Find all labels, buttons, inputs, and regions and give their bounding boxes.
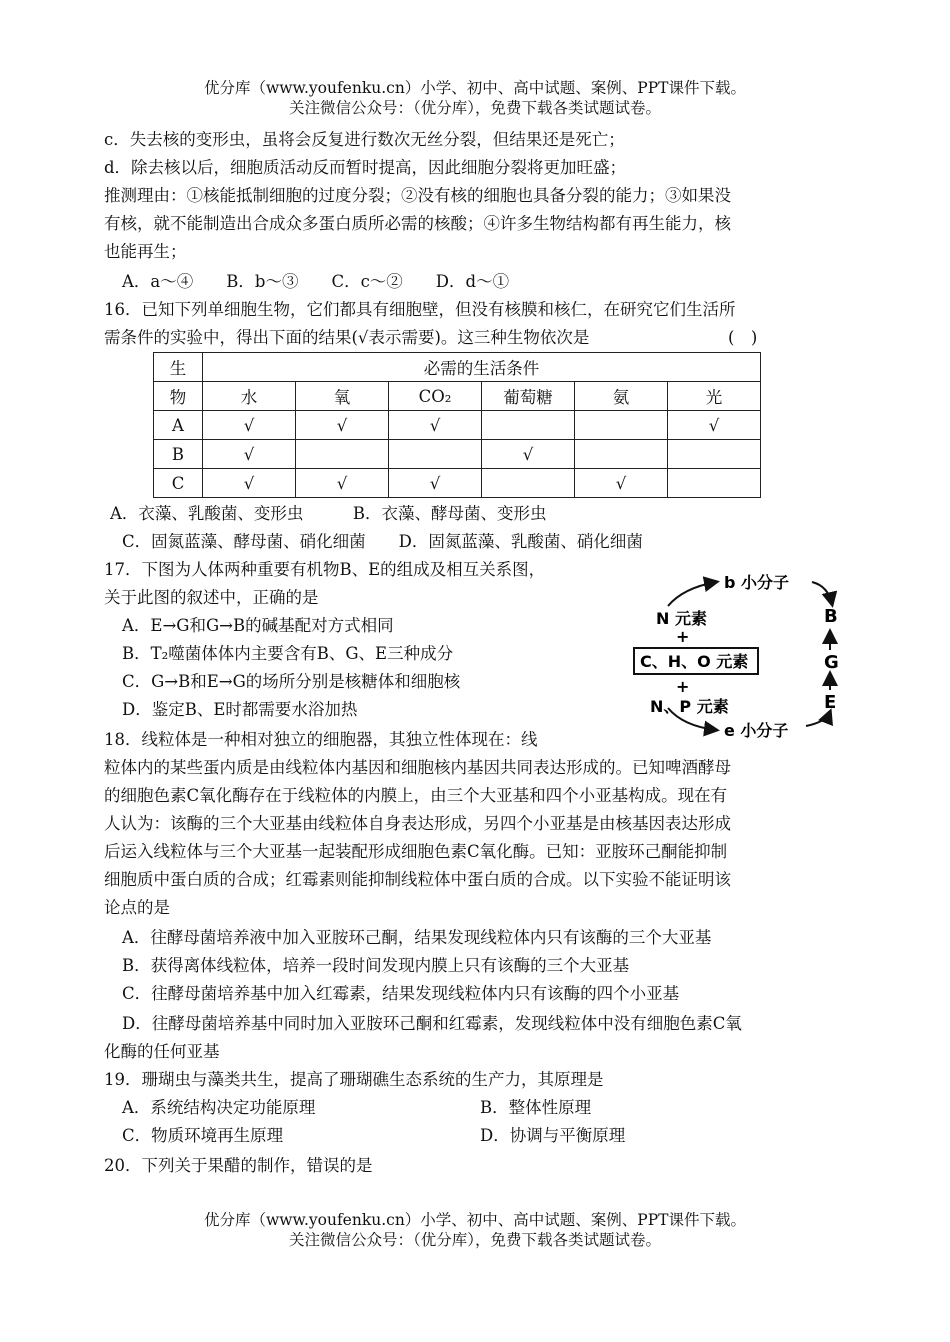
diagram-n-element: N 元素 (656, 609, 707, 628)
table-cell (575, 440, 668, 469)
q16-conditions-table (153, 352, 761, 498)
diagram-plus-top: + (676, 627, 690, 646)
q19-option-b: B．整体性原理 (480, 1098, 592, 1117)
table-col-header: 氧 (296, 382, 389, 411)
q18-option-b: B．获得离体线粒体，培养一段时间发现内膜上只有该酶的三个大亚基 (122, 956, 630, 975)
table-cell: √ (389, 411, 482, 440)
table-row-label: B (154, 440, 203, 469)
table-cell: √ (668, 411, 761, 440)
q17-stem-line-1: 17．下图为人体两种重要有机物B、E的组成及相互关系图， (104, 560, 546, 579)
diagram-B-label: B (824, 606, 838, 627)
q19-option-a: A．系统结构决定功能原理 (122, 1098, 316, 1117)
table-col-header: 水 (203, 382, 296, 411)
q20-stem: 20．下列关于果醋的制作，错误的是 (104, 1156, 373, 1175)
table-row (154, 440, 761, 469)
q16-options-ab: A．衣藻、乳酸菌、变形虫 B．衣藻、酵母菌、变形虫 (110, 504, 547, 523)
q18-option-d-line-2: 化酶的任何亚基 (104, 1042, 220, 1061)
q18-stem-line-5: 后运入线粒体与三个大亚基一起装配形成细胞色素C氧化酶。已知：亚胺环己酮能抑制 (104, 842, 728, 861)
table-col-header: CO₂ (389, 382, 482, 411)
table-col-header: 光 (668, 382, 761, 411)
diagram-e-small-molecule: e 小分子 (724, 721, 789, 740)
table-row (154, 469, 761, 498)
arrow-b-to-B (812, 582, 832, 604)
q19-option-c: C．物质环境再生原理 (122, 1126, 284, 1145)
q19-option-d: D．协调与平衡原理 (480, 1126, 626, 1145)
q15-answer-options: A．a～④ B．b～③ C．c～② D．d～① (122, 272, 510, 291)
diagram-np-elements: N、P 元素 (650, 697, 729, 716)
q18-stem-line-2: 粒体内的某些蛋内质是由线粒体内基因和细胞核内基因共同表达形成的。已知啤酒酵母 (104, 758, 731, 777)
q15-option-c: c．失去核的变形虫，虽将会反复进行数次无丝分裂，但结果还是死亡； (104, 130, 625, 149)
header-line-1: 优分库（www.youfenku.cn）小学、初中、高中试题、案例、PPT课件下载。 (203, 79, 747, 97)
table-cell: √ (296, 411, 389, 440)
q16-options-cd: C．固氮蓝藻、酵母菌、硝化细菌 D．固氮蓝藻、乳酸菌、硝化细菌 (122, 532, 643, 551)
q15-reason-line-3: 也能再生； (104, 242, 187, 261)
q16-stem-line-2: 需条件的实验中，得出下面的结果(√表示需要)。这三种生物依次是 (104, 328, 590, 347)
table-row (154, 411, 761, 440)
table-header-conditions: 必需的生活条件 (203, 353, 761, 382)
table-cell (575, 411, 668, 440)
arrow-to-b (668, 582, 716, 606)
table-cell: √ (203, 411, 296, 440)
footer-line-2: 关注微信公众号：（优分库），免费下载各类试题试卷。 (288, 1231, 661, 1249)
table-cell: √ (575, 469, 668, 498)
diagram-plus-bottom: + (676, 677, 690, 696)
q18-option-c: C．往酵母菌培养基中加入红霉素，结果发现线粒体内只有该酶的四个小亚基 (122, 984, 680, 1003)
table-cell (668, 440, 761, 469)
table-cell (296, 440, 389, 469)
q17-option-c: C．G→B和E→G的场所分别是核糖体和细胞核 (122, 672, 461, 691)
q18-stem-line-6: 细胞质中蛋白质的合成；红霉素则能抑制线粒体中蛋白质的合成。以下实验不能证明该 (104, 870, 731, 889)
q18-stem-line-7: 论点的是 (104, 898, 170, 917)
q18-stem-line-1: 18．线粒体是一种相对独立的细胞器，其独立性体现在：线 (104, 730, 538, 749)
table-col-header: 氨 (575, 382, 668, 411)
table-cell (668, 469, 761, 498)
table-cell: √ (296, 469, 389, 498)
q15-option-d: d．除去核以后，细胞质活动反而暂时提高，因此细胞分裂将更加旺盛； (104, 158, 627, 177)
q18-option-a: A．往酵母菌培养液中加入亚胺环己酮，结果发现线粒体内只有该酶的三个大亚基 (122, 928, 712, 947)
table-cell: √ (482, 440, 575, 469)
q16-answer-bracket: ( ) (728, 328, 758, 347)
q17-option-d: D．鉴定B、E时都需要水浴加热 (122, 700, 358, 719)
q19-stem: 19．珊瑚虫与藻类共生，提高了珊瑚礁生态系统的生产力，其原理是 (104, 1070, 604, 1089)
q18-option-d-line-1: D．往酵母菌培养基中同时加入亚胺环己酮和红霉素，发现线粒体中没有细胞色素C氧 (122, 1014, 742, 1033)
arrow-e-to-E (806, 712, 830, 726)
table-header-organism-2: 物 (154, 382, 203, 411)
table-cell (482, 411, 575, 440)
diagram-b-small-molecule: b 小分子 (724, 573, 790, 592)
q17-option-a: A．E→G和G→B的碱基配对方式相同 (122, 616, 394, 635)
q18-stem-line-3: 的细胞色素C氧化酶存在于线粒体的内膜上，由三个大亚基和四个小亚基构成。现在有 (104, 786, 728, 805)
table-row-label: A (154, 411, 203, 440)
diagram-G-label: G (824, 652, 839, 673)
table-cell: √ (203, 469, 296, 498)
table-cell: √ (203, 440, 296, 469)
table-cell (482, 469, 575, 498)
footer-line-1: 优分库（www.youfenku.cn）小学、初中、高中试题、案例、PPT课件下载。 (203, 1211, 747, 1229)
table-row-label: C (154, 469, 203, 498)
q18-stem-line-4: 人认为：该酶的三个大亚基由线粒体自身表达形成，另四个小亚基是由核基因表达形成 (104, 814, 731, 833)
header-line-2: 关注微信公众号：（优分库），免费下载各类试题试卷。 (288, 99, 661, 117)
q15-reason-line-1: 推测理由：①核能抵制细胞的过度分裂；②没有核的细胞也具备分裂的能力；③如果没 (104, 186, 731, 205)
table-cell: √ (389, 469, 482, 498)
q16-stem-line-1: 16．已知下列单细胞生物，它们都具有细胞壁，但没有核膜和核仁，在研究它们生活所 (104, 300, 736, 319)
q17-organic-molecule-diagram (628, 566, 854, 748)
q17-stem-line-2: 关于此图的叙述中，正确的是 (104, 588, 319, 607)
table-header-organism-1: 生 (154, 353, 203, 382)
diagram-E-label: E (824, 692, 837, 713)
q17-option-b: B．T₂噬菌体体内主要含有B、G、E三种成分 (122, 644, 454, 663)
table-col-header: 葡萄糖 (482, 382, 575, 411)
diagram-cho-elements: C、H、O 元素 (640, 652, 749, 671)
q15-reason-line-2: 有核，就不能制造出合成众多蛋白质所必需的核酸；④许多生物结构都有再生能力，核 (104, 214, 731, 233)
table-cell (389, 440, 482, 469)
